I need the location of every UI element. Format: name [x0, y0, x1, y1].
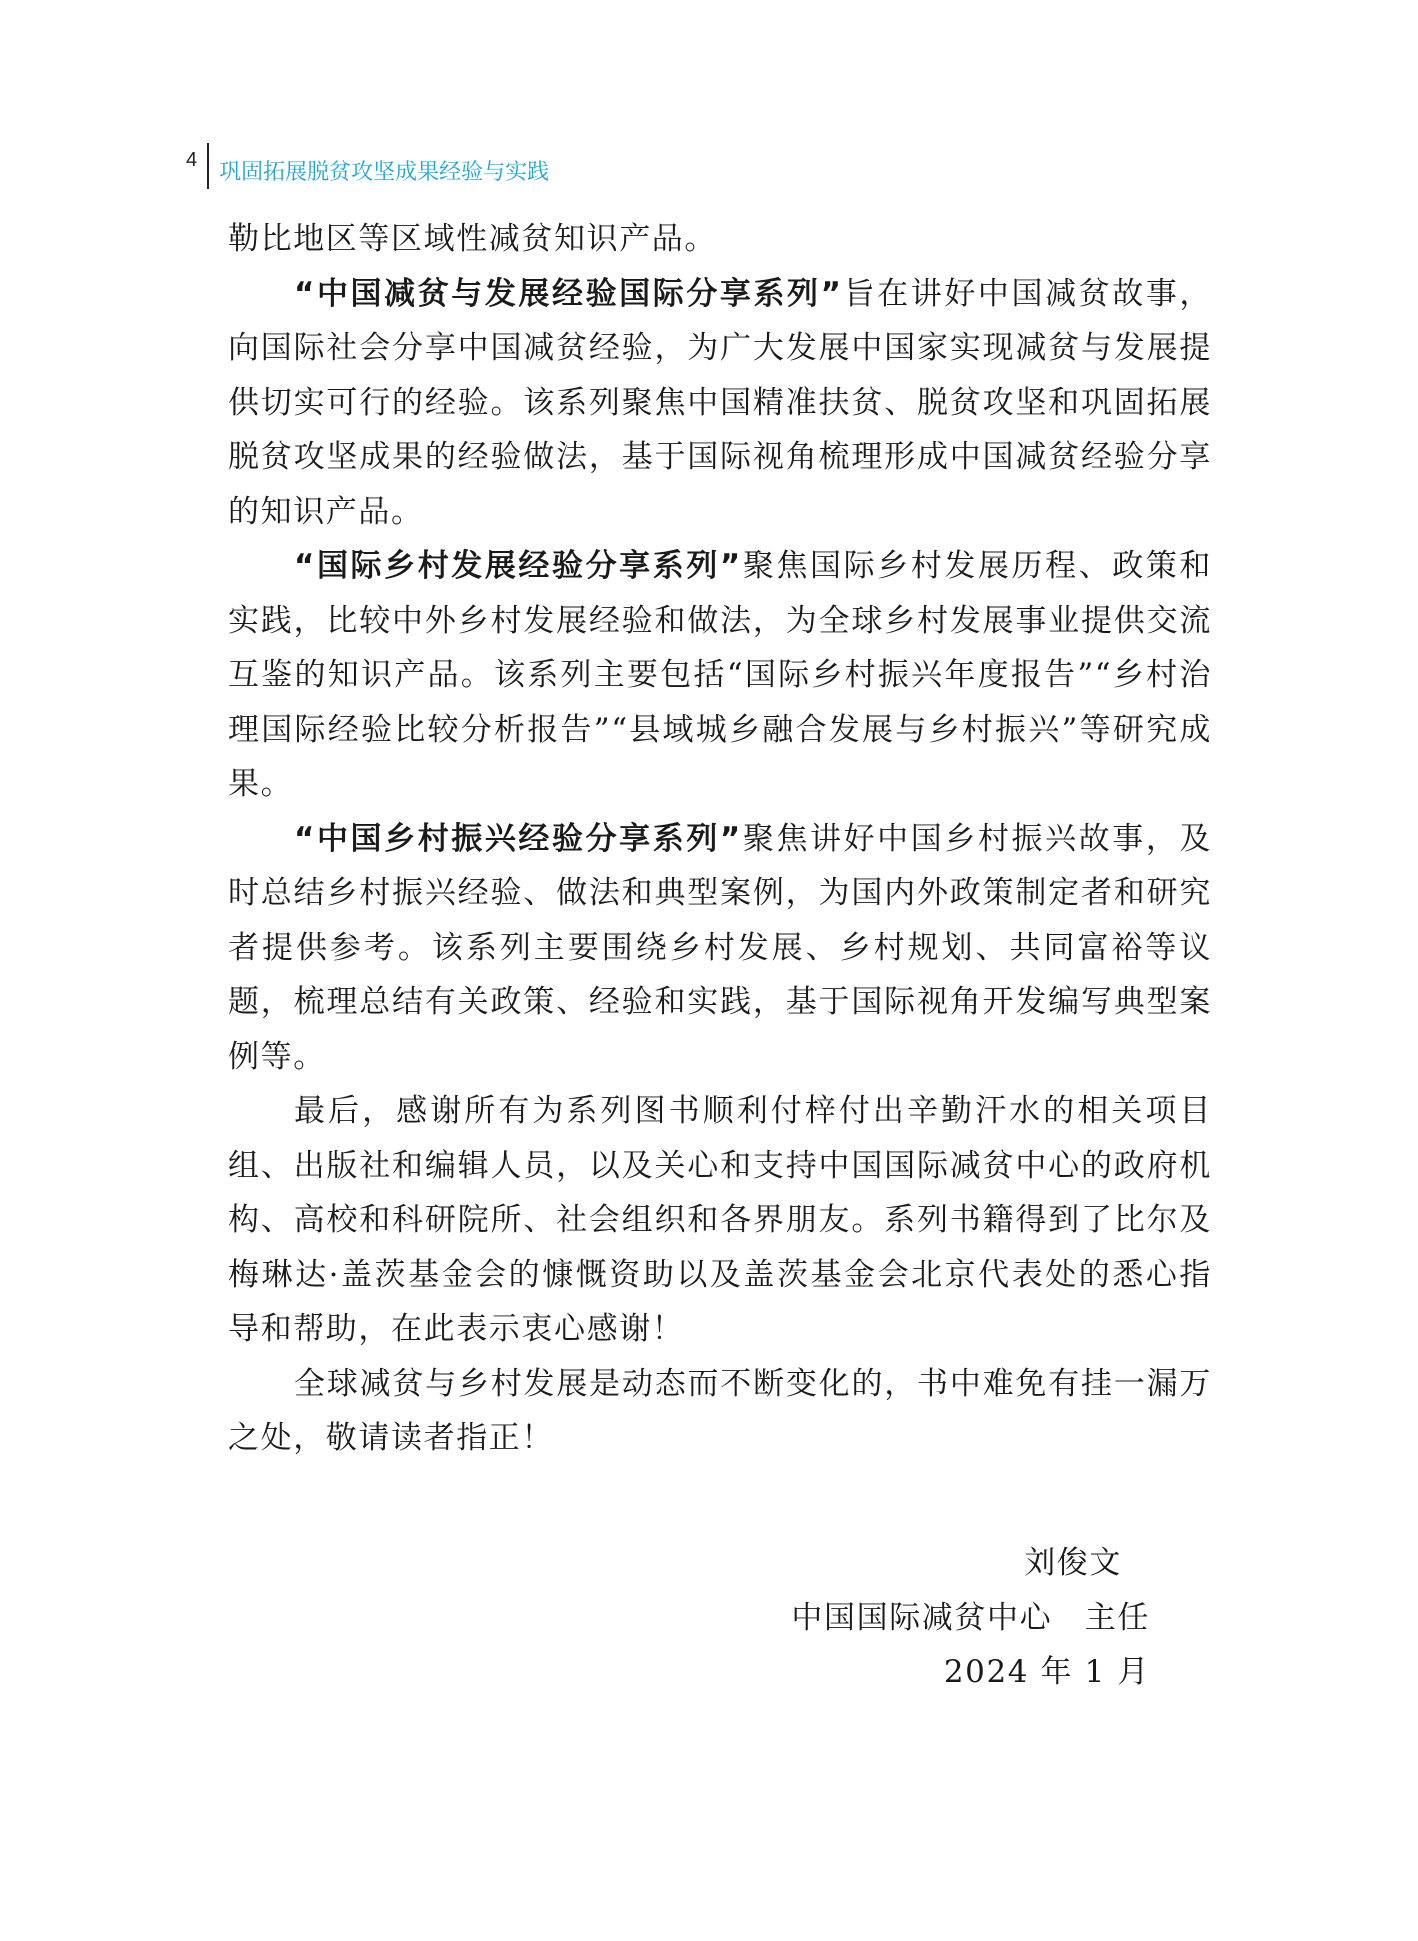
series-title: “国际乡村发展经验分享系列” — [294, 548, 742, 584]
series-title: “中国减贫与发展经验国际分享系列” — [294, 275, 843, 312]
paragraph-text: 旨在讲好中国减贫故事，向国际社会分享中国减贫经验，为广大发展中国家实现减贫与发展提供切实可行的经验。该系列聚焦中国精准扶贫、脱贫攻坚和巩固拓展脱贫攻坚成果的经验做法，基于国际视角梳理形成中国减贫经验分享的知识产品。 — [228, 275, 1212, 530]
paragraph-continuation: 勒比地区等区域性减贫知识产品。 — [228, 221, 717, 257]
running-title: 巩固拓展脱贫攻坚成果经验与实践 — [219, 159, 550, 185]
signature-date: 2024 年 1 月 — [943, 1654, 1150, 1690]
paragraph-text: 聚焦国际乡村发展历程、政策和实践，比较中外乡村发展经验和做法，为全球乡村发展事业提供交流互鉴的知识产品。该系列主要包括“国际乡村振兴年度报告”“乡村治理国际经验比较分析报告”“县域城乡融合发展与乡村振兴”等研究成果。 — [228, 548, 1212, 802]
signature-block — [791, 1536, 1150, 1700]
signature-name: 刘俊文 — [1024, 1545, 1122, 1581]
paragraph-closing: 全球减贫与乡村发展是动态而不断变化的，书中难免有挂一漏万之处，敬请读者指正！ — [228, 1365, 1212, 1456]
paragraph-rural-series — [228, 539, 1212, 812]
body-text — [228, 212, 1212, 1466]
page-number: 4 — [186, 148, 198, 171]
paragraph-text: 聚焦讲好中国乡村振兴故事，及时总结乡村振兴经验、做法和典型案例，为国内外政策制定者和研究者提供参考。该系列主要围绕乡村发展、乡村规划、共同富裕等议题，梳理总结有关政策、经验和实践，基于国际视角开发编写典型案例等。 — [228, 820, 1212, 1075]
paragraph-poverty-series — [228, 267, 1212, 540]
page-header — [186, 143, 549, 189]
series-title: “中国乡村振兴经验分享系列” — [294, 820, 742, 857]
paragraph-revitalization-series — [228, 812, 1212, 1085]
paragraph-acknowledgement: 最后，感谢所有为系列图书顺利付梓付出辛勤汗水的相关项目组、出版社和编辑人员，以及关心和支持中国国际减贫中心的政府机构、高校和科研院所、社会组织和各界朋友。系列书籍得到了比尔及梅琳达·盖茨基金会的慷慨资助以及盖茨基金会北京代表处的悉心指导和帮助，在此表示衷心感谢！ — [228, 1093, 1212, 1347]
header-divider — [207, 143, 209, 189]
signature-organization: 中国国际减贫中心 主任 — [791, 1599, 1150, 1636]
